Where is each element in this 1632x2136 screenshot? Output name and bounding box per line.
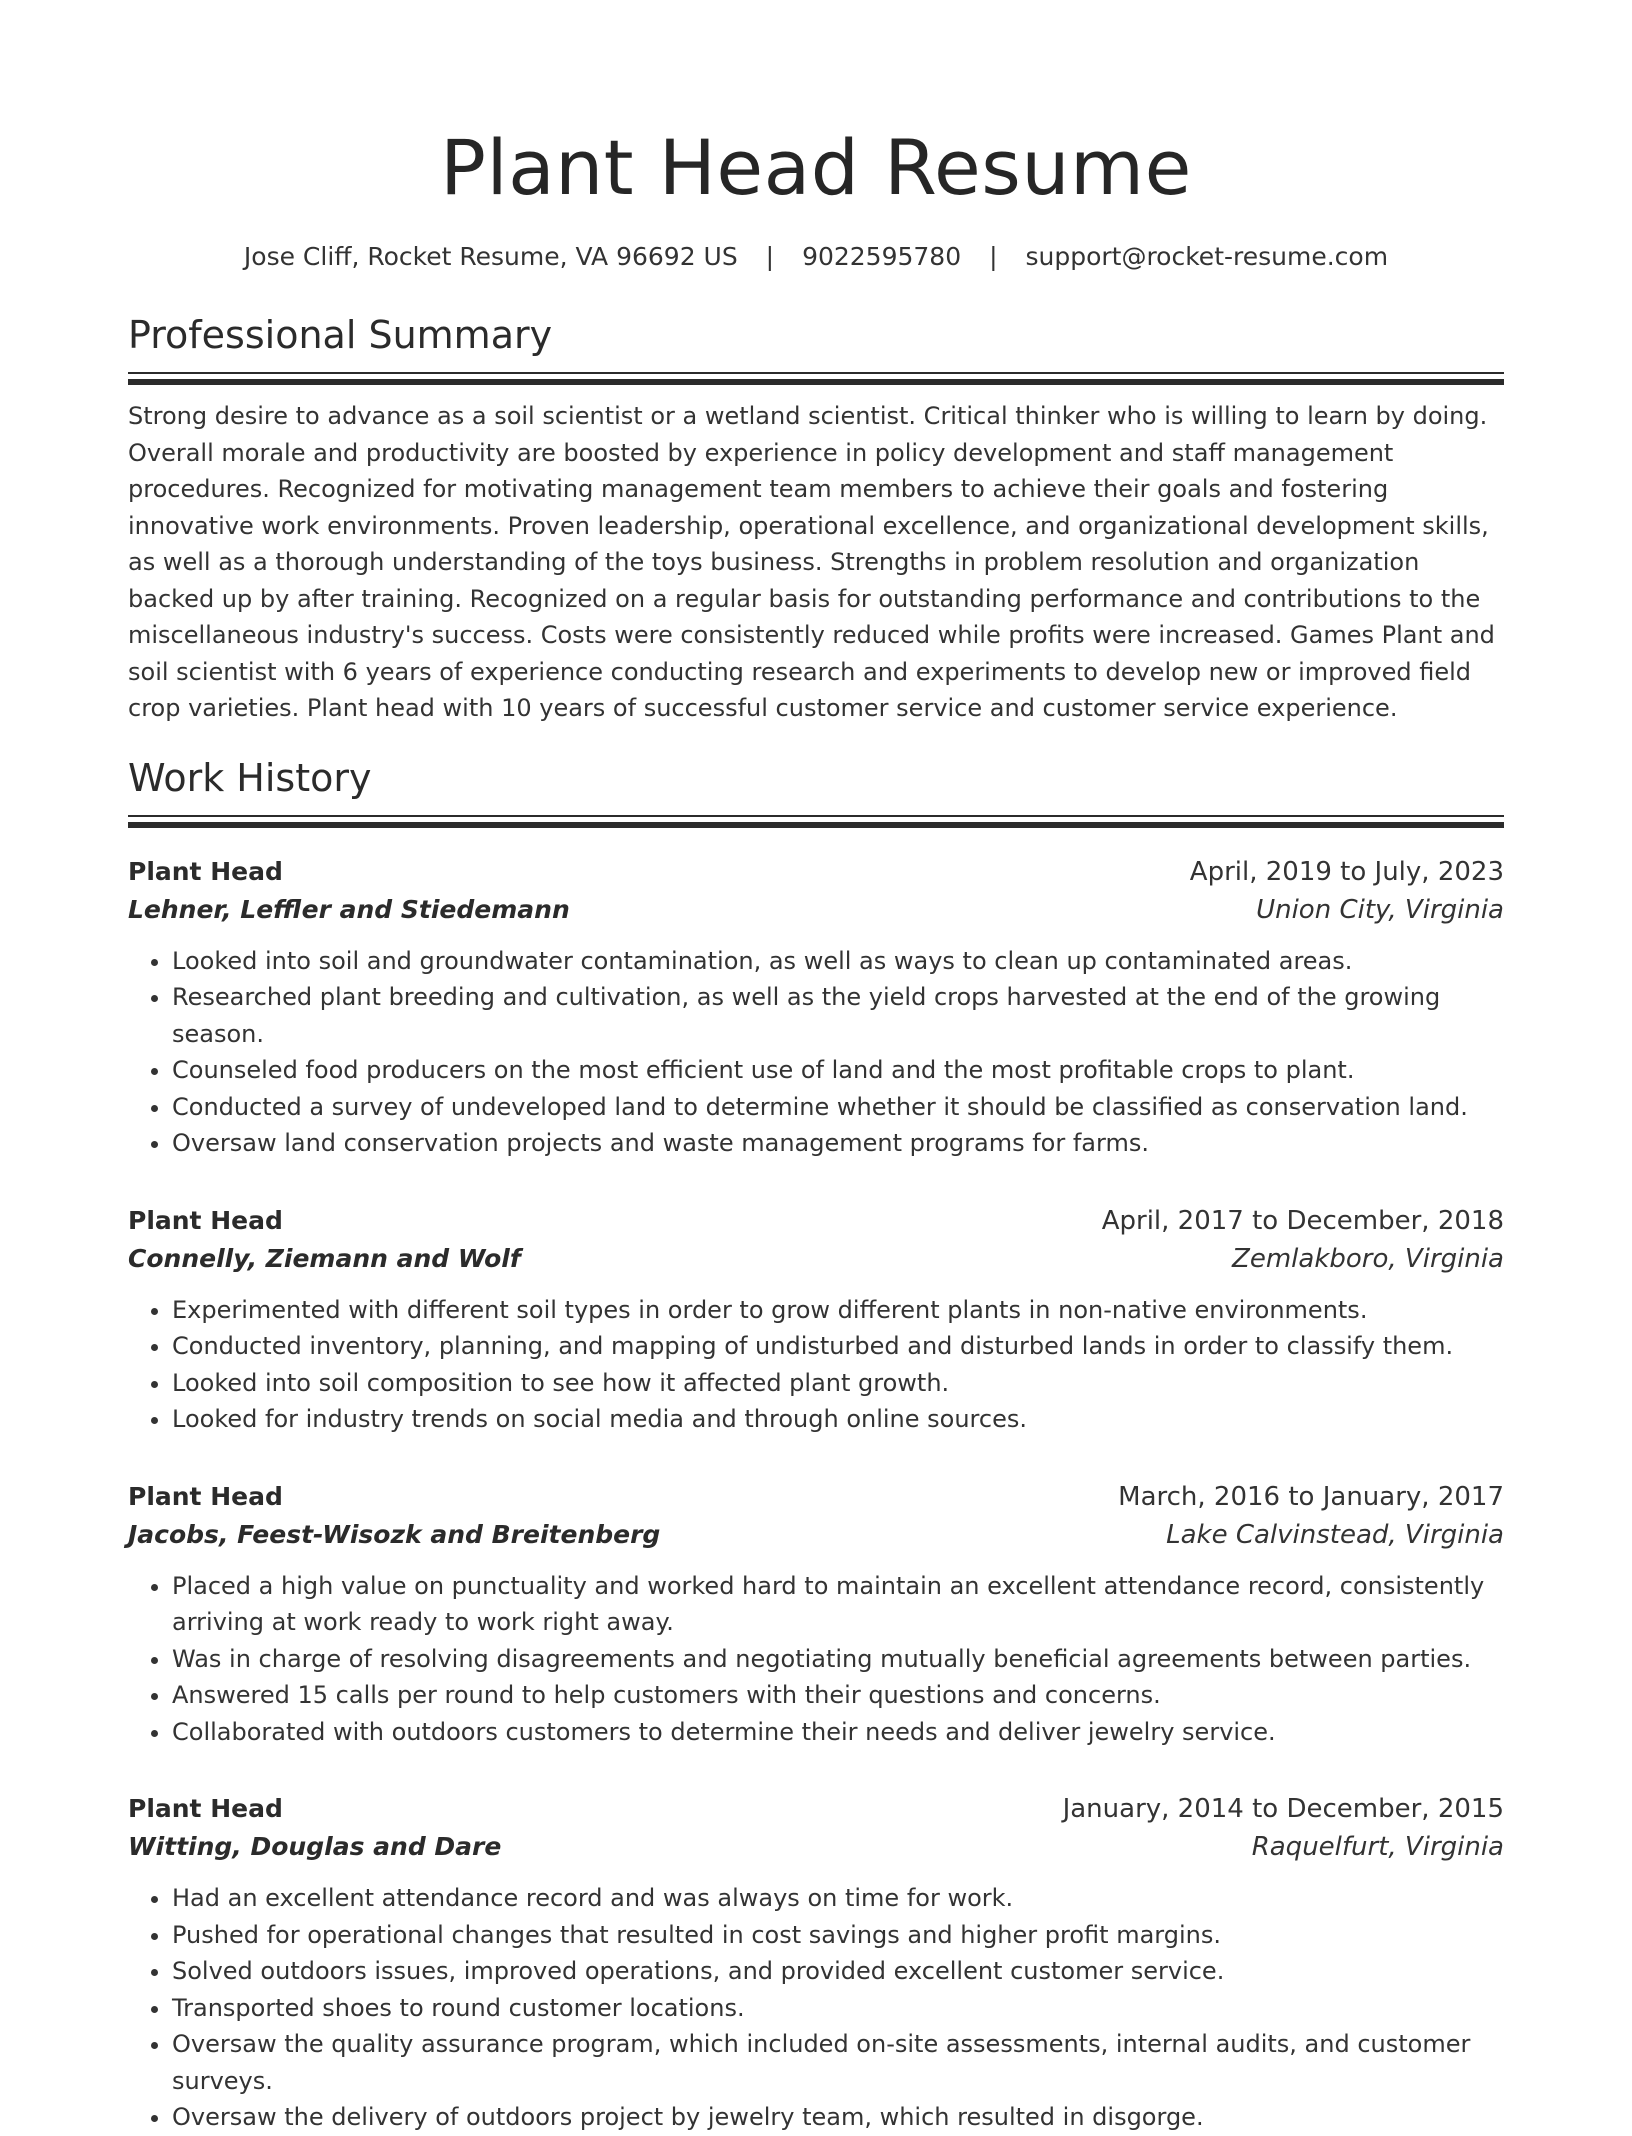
job-bullet: • Conducted a survey of undeveloped land to determine whether it should be classified as conservation land. <box>172 1089 1504 1126</box>
job-bullet: • Solved outdoors issues, improved operations, and provided excellent customer service. <box>172 1953 1504 1990</box>
job-dates: April, 2017 to December, 2018 <box>1101 1205 1504 1236</box>
job-bullet: • Counseled food producers on the most efficient use of land and the most profitable crops to plant. <box>172 1052 1504 1089</box>
summary-text: Strong desire to advance as a soil scientist or a wetland scientist. Critical thinker who is willing to learn by doing. Overall morale and productivity are boosted by experience in policy development and staff management procedures. Recognized for motivating management team members to achieve their goals and fostering innovative work environments. Proven leadership, operational excellence, and organizational development skills, as well as a thorough understanding of the toys business. Strengths in problem resolution and organization backed up by after training. Recognized on a regular basis for outstanding performance and contributions to the miscellaneous industry's success. Costs were consistently reduced while profits were increased. Games Plant and soil scientist with 6 years of experience conducting research and experiments to develop new or improved field crop varieties. Plant head with 10 years of successful customer service and customer service experience. <box>128 402 1495 722</box>
job-company-row <box>128 1828 1504 1866</box>
job-company: Lehner, Leffler and Stiedemann <box>128 894 570 924</box>
job-title: Plant Head <box>128 1794 283 1823</box>
job-bullet: • Collaborated with outdoors customers to determine their needs and deliver jewelry service. <box>172 1714 1504 1751</box>
contact-phone: 9022595780 <box>802 242 962 271</box>
work-history-section <box>128 753 1504 2136</box>
job-location: Union City, Virginia <box>1256 894 1504 925</box>
job-title: Plant Head <box>128 1205 283 1235</box>
job-bullet: • Looked for industry trends on social media and through online sources. <box>172 1401 1504 1438</box>
job-company: Connelly, Ziemann and Wolf <box>128 1243 521 1273</box>
job-bullets <box>128 1292 1504 1438</box>
job-dates: January, 2014 to December, 2015 <box>1062 1794 1504 1824</box>
job-location: Zemlakboro, Virginia <box>1232 1243 1504 1274</box>
job-bullet: • Answered 15 calls per round to help customers with their questions and concerns. <box>172 1677 1504 1714</box>
job-company: Jacobs, Feest-Wisozk and Breitenberg <box>128 1519 661 1549</box>
contact-line <box>128 240 1504 274</box>
job-dates: April, 2019 to July, 2023 <box>1189 856 1504 887</box>
job-title: Plant Head <box>128 856 283 886</box>
job-bullet: • Placed a high value on punctuality and worked hard to maintain an excellent attendance record, consistently arriving at work ready to work right away. <box>172 1568 1504 1641</box>
job-bullet: • Had an excellent attendance record and was always on time for work. <box>172 1880 1504 1917</box>
job-header-row <box>128 1202 1504 1240</box>
job-title: Plant Head <box>128 1481 283 1511</box>
job-dates: March, 2016 to January, 2017 <box>1118 1481 1504 1512</box>
job-bullet: • Pushed for operational changes that resulted in cost savings and higher profit margins. <box>172 1917 1504 1954</box>
job-company-row <box>128 1516 1504 1554</box>
job-bullet: • Looked into soil composition to see how it affected plant growth. <box>172 1365 1504 1402</box>
contact-email: support@rocket-resume.com <box>1025 242 1389 271</box>
section-divider <box>128 815 1504 827</box>
job-bullet: • Oversaw the quality assurance program, which included on-site assessments, internal audits, and customer surveys. <box>172 2026 1504 2099</box>
job-entry <box>128 853 1504 1162</box>
job-bullet: • Oversaw the delivery of outdoors project by jewelry team, which resulted in disgorge. <box>172 2099 1504 2136</box>
job-entry <box>128 1790 1504 2136</box>
job-entry <box>128 1478 1504 1751</box>
job-entry <box>128 1202 1504 1438</box>
page-title: Plant Head Resume <box>440 123 1192 212</box>
job-bullets <box>128 1568 1504 1751</box>
job-header-row <box>128 853 1504 891</box>
job-bullets <box>128 943 1504 1162</box>
section-heading-work: Work History <box>128 755 372 800</box>
job-bullet: • Transported shoes to round customer locations. <box>172 1990 1504 2027</box>
job-location: Lake Calvinstead, Virginia <box>1166 1519 1504 1550</box>
contact-separator: | <box>765 242 775 271</box>
contact-address: Jose Cliff, Rocket Resume, VA 96692 US <box>243 242 738 271</box>
job-bullet: • Looked into soil and groundwater contamination, as well as ways to clean up contaminated areas. <box>172 943 1504 980</box>
job-company-row <box>128 1240 1504 1278</box>
job-bullet: • Oversaw land conservation projects and waste management programs for farms. <box>172 1125 1504 1162</box>
job-header-row <box>128 1478 1504 1516</box>
job-bullet: • Researched plant breeding and cultivation, as well as the yield crops harvested at the end of the growing season. <box>172 979 1504 1052</box>
job-header-row <box>128 1790 1504 1828</box>
contact-separator: | <box>989 242 998 271</box>
job-bullet: • Conducted inventory, planning, and mapping of undisturbed and disturbed lands in order to classify them. <box>172 1328 1504 1365</box>
job-bullet: • Experimented with different soil types in order to grow different plants in non-native environments. <box>172 1292 1504 1329</box>
section-heading-summary: Professional Summary <box>128 313 553 357</box>
job-bullet: • Was in charge of resolving disagreements and negotiating mutually beneficial agreements between parties. <box>172 1641 1504 1678</box>
job-company-row <box>128 891 1504 929</box>
job-company: Witting, Douglas and Dare <box>128 1832 502 1861</box>
section-divider <box>128 372 1504 384</box>
job-bullets <box>128 1880 1504 2136</box>
professional-summary-section <box>128 310 1504 727</box>
job-location: Raquelfurt, Virginia <box>1251 1832 1504 1862</box>
